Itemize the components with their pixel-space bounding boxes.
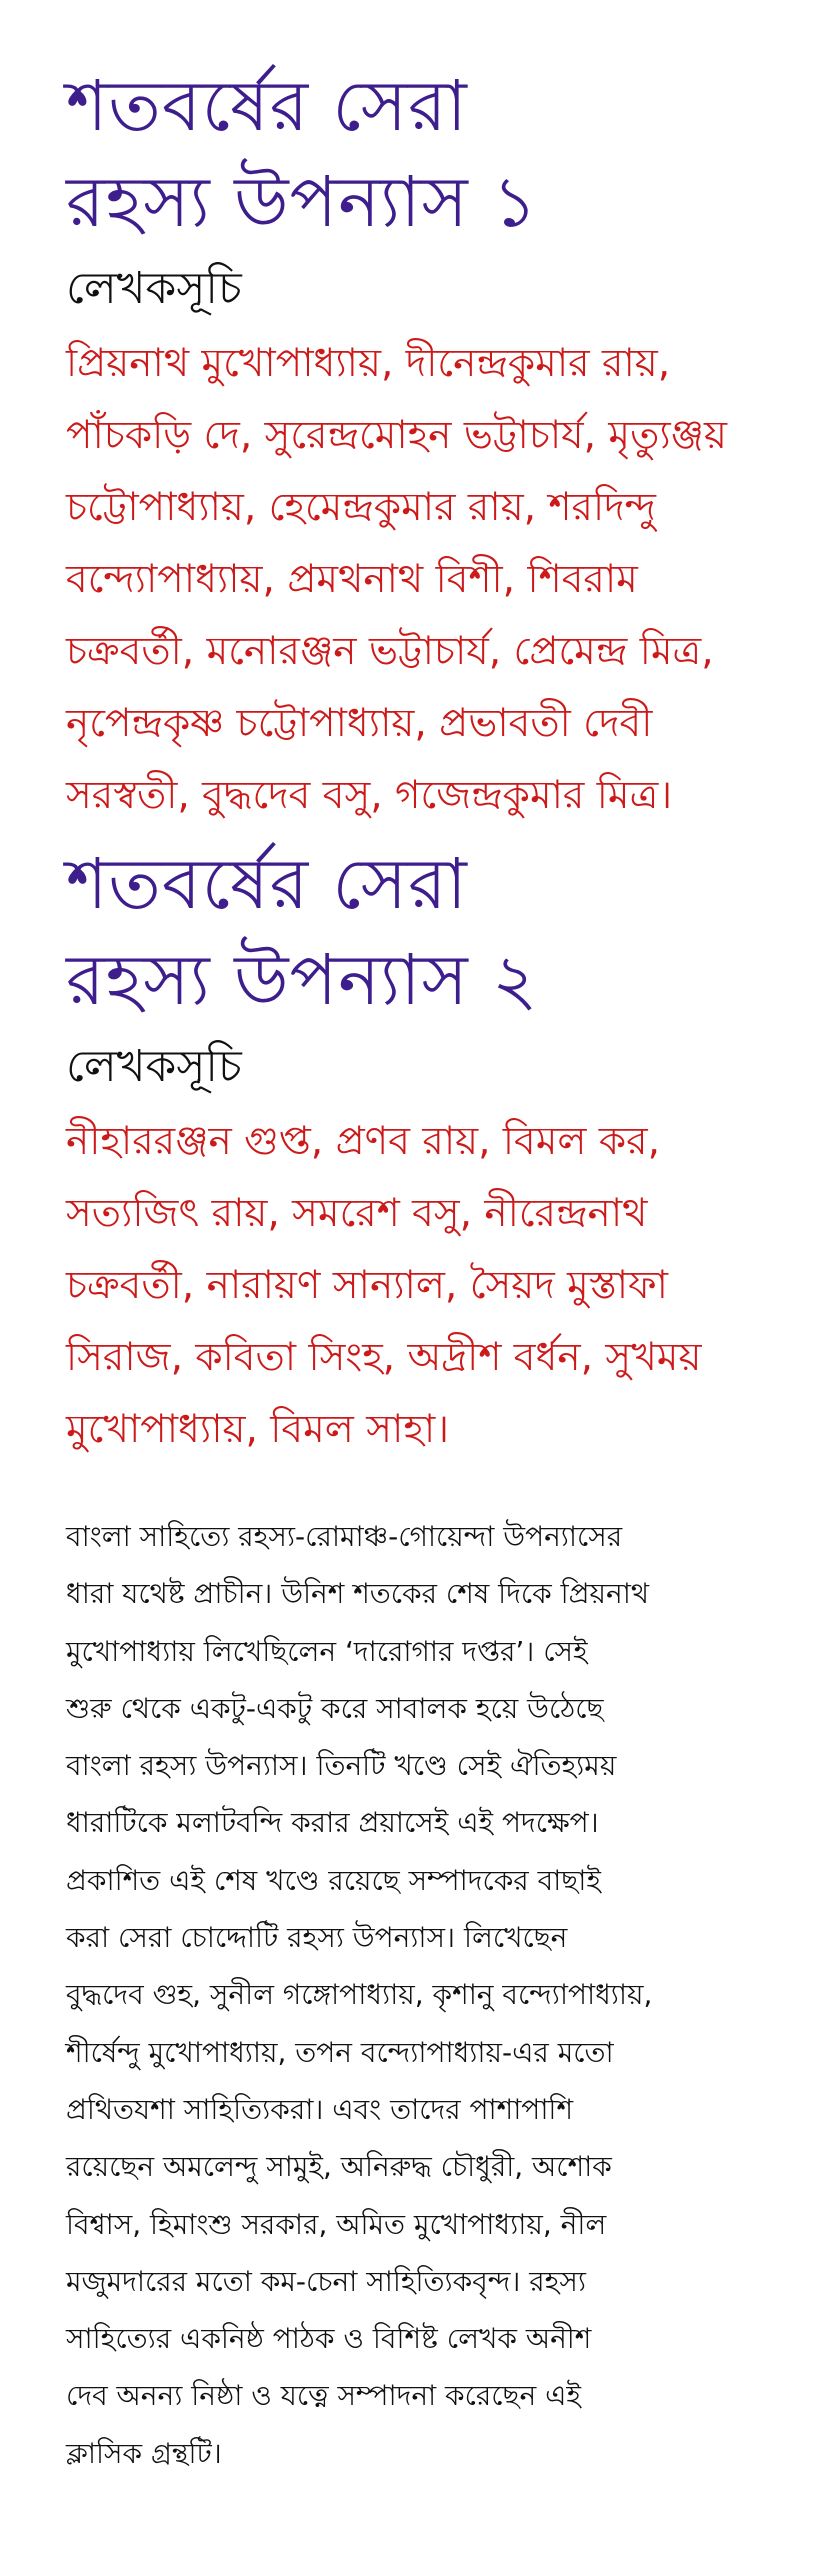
description-line: প্রথিতযশা সাহিত্যিকরা। এবং তাদের পাশাপাশি bbox=[66, 2092, 574, 2126]
author-line: পাঁচকড়ি দে, সুরেন্দ্রমোহন ভট্টাচার্য, মৃত্যুঞ্জয় bbox=[66, 413, 727, 458]
description-line: বুদ্ধদেব গুহ, সুনীল গঙ্গোপাধ্যায়, কৃশানু বন্দ্যোপাধ্যায়, bbox=[66, 1978, 653, 2012]
volume-2-title-line-1: শতবর্ষের সেরা bbox=[66, 843, 468, 925]
description-line: মুখোপাধ্যায় লিখেছিলেন ‘দারোগার দপ্তর’। সেই bbox=[66, 1634, 588, 1668]
volume-2-authors-heading: লেখকসূচি bbox=[66, 1041, 242, 1092]
description-line: বিশ্বাস, হিমাংশু সরকার, অমিত মুখোপাধ্যায়, নীল bbox=[66, 2207, 607, 2241]
volume-2-author-list bbox=[66, 1106, 766, 1466]
author-line: চট্টোপাধ্যায়, হেমেন্দ্রকুমার রায়, শরদিন্দু bbox=[66, 485, 656, 530]
description-line: রয়েছেন অমলেন্দু সামুই, অনিরুদ্ধ চৌধুরী, অশোক bbox=[66, 2150, 612, 2184]
description-line: সাহিত্যের একনিষ্ঠ পাঠক ও বিশিষ্ট লেখক অনীশ bbox=[66, 2322, 592, 2356]
description-line: বাংলা রহস্য উপন্যাস। তিনটি খণ্ডে সেই ঐতিহ্যময় bbox=[66, 1749, 617, 1783]
description-line: দেব অনন্য নিষ্ঠা ও যত্নে সম্পাদনা করেছেন এই bbox=[66, 2379, 581, 2413]
author-line: সরস্বতী, বুদ্ধদেব বসু, গজেন্দ্রকুমার মিত্র। bbox=[66, 773, 673, 818]
description-line: ক্লাসিক গ্রন্থটি। bbox=[66, 2436, 222, 2470]
volume-1-section bbox=[66, 58, 766, 832]
description-line: মজুমদারের মতো কম-চেনা সাহিত্যিকবৃন্দ। রহস্য bbox=[66, 2264, 586, 2298]
volume-1-author-list bbox=[66, 328, 766, 832]
volume-1-title-line-2: রহস্য উপন্যাস ১ bbox=[66, 161, 539, 243]
volume-1-title bbox=[66, 58, 766, 250]
volume-1-authors-heading: লেখকসূচি bbox=[66, 263, 242, 314]
description-line: শীর্ষেন্দু মুখোপাধ্যায়, তপন বন্দ্যোপাধ্যায়-এর মতো bbox=[66, 2035, 614, 2069]
author-line: বন্দ্যোপাধ্যায়, প্রমথনাথ বিশী, শিবরাম bbox=[66, 557, 638, 602]
description-line: ধারাটিকে মলাটবন্দি করার প্রয়াসেই এই পদক্ষেপ। bbox=[66, 1806, 599, 1840]
author-line: চক্রবর্তী, নারায়ণ সান্যাল, সৈয়দ মুস্তাফা bbox=[66, 1263, 668, 1308]
author-line: চক্রবর্তী, মনোরঞ্জন ভট্টাচার্য, প্রেমেন্দ্র মিত্র, bbox=[66, 629, 714, 674]
volume-2-section bbox=[66, 836, 766, 1466]
description-line: করা সেরা চোদ্দোটি রহস্য উপন্যাস। লিখেছেন bbox=[66, 1921, 568, 1955]
description-line: শুরু থেকে একটু-একটু করে সাবালক হয়ে উঠেছে bbox=[66, 1691, 604, 1725]
description-line: ধারা যথেষ্ট প্রাচীন। উনিশ শতকের শেষ দিকে প্রিয়নাথ bbox=[66, 1577, 650, 1611]
description-line: বাংলা সাহিত্যে রহস্য-রোমাঞ্চ-গোয়েন্দা উপন্যাসের bbox=[66, 1520, 623, 1553]
author-line: সত্যজিৎ রায়, সমরেশ বসু, নীরেন্দ্রনাথ bbox=[66, 1191, 648, 1236]
author-line: মুখোপাধ্যায়, বিমল সাহা। bbox=[66, 1407, 450, 1452]
author-line: প্রিয়নাথ মুখোপাধ্যায়, দীনেন্দ্রকুমার রায়, bbox=[66, 341, 671, 386]
author-line: নীহাররঞ্জন গুপ্ত, প্রণব রায়, বিমল কর, bbox=[66, 1119, 661, 1164]
description-line: প্রকাশিত এই শেষ খণ্ডে রয়েছে সম্পাদকের বাছাই bbox=[66, 1863, 601, 1897]
volume-2-title-line-2: রহস্য উপন্যাস ২ bbox=[66, 939, 539, 1021]
volume-1-title-line-1: শতবর্ষের সেরা bbox=[66, 65, 468, 147]
volume-2-title bbox=[66, 836, 766, 1028]
description-paragraph bbox=[66, 1508, 766, 2482]
author-line: নৃপেন্দ্রকৃষ্ণ চট্টোপাধ্যায়, প্রভাবতী দেবী bbox=[66, 701, 653, 746]
author-line: সিরাজ, কবিতা সিংহ, অদ্রীশ বর্ধন, সুখময় bbox=[66, 1335, 702, 1380]
